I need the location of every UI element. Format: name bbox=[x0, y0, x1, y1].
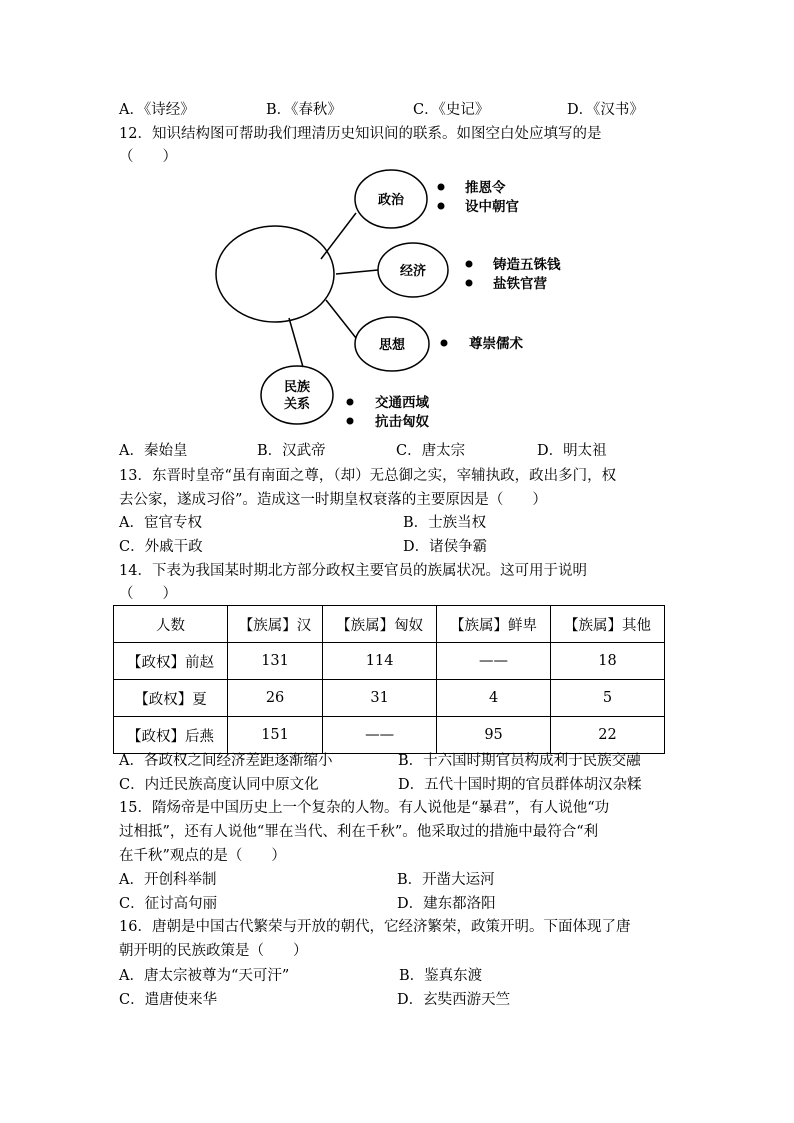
q11-option-b: B．《春秋》 bbox=[266, 102, 342, 118]
q15-option-a: A．开创科举制 bbox=[119, 872, 217, 888]
table-cell: 22 bbox=[551, 717, 665, 754]
politics-item-2: 设中朝官 bbox=[465, 199, 519, 215]
economy-item-2: 盐铁官营 bbox=[493, 276, 547, 292]
ethnic-relations-circle bbox=[261, 366, 333, 424]
bullet-icon bbox=[347, 418, 354, 425]
q16-stem-line1: 16．唐朝是中国古代繁荣与开放的朝代，它经济繁荣，政策开明。下面体现了唐 bbox=[119, 919, 631, 935]
table-header-cell: 【族属】匈奴 bbox=[323, 606, 437, 643]
q16-option-a: A．唐太宗被尊为“天可汗” bbox=[119, 968, 290, 984]
table-header-cell: 【族属】汉 bbox=[227, 606, 322, 643]
connector-line-economy bbox=[336, 270, 378, 274]
q12-option-d: D．明太祖 bbox=[537, 443, 607, 459]
table-cell: 【政权】前赵 bbox=[114, 643, 228, 680]
table-cell: —— bbox=[323, 717, 437, 754]
q13-stem-line2: 去公家，遂成习俗”。造成这一时期皇权衰落的主要原因是（ ） bbox=[119, 492, 547, 508]
q11-option-c: C．《史记》 bbox=[413, 102, 490, 118]
q15-option-d: D．建东都洛阳 bbox=[397, 896, 496, 912]
q14-stem-blank: （ ） bbox=[119, 586, 177, 602]
table-header-cell: 【族属】鲜卑 bbox=[437, 606, 551, 643]
table-cell: 114 bbox=[323, 643, 437, 680]
table-cell: 95 bbox=[437, 717, 551, 754]
table-cell: 26 bbox=[227, 680, 322, 717]
q16-option-d: D．玄奘西游天竺 bbox=[397, 992, 511, 1008]
connector-line-thought bbox=[326, 300, 356, 338]
table-cell: 【政权】夏 bbox=[114, 680, 228, 717]
economy-item-1: 铸造五铢钱 bbox=[493, 257, 561, 273]
ethnic-label-line2: 关系 bbox=[283, 397, 311, 412]
connector-line-politics bbox=[321, 213, 356, 259]
ethnic-item-2: 抗击匈奴 bbox=[375, 414, 429, 430]
bullet-icon bbox=[466, 280, 473, 287]
q16-option-c: C．遣唐使来华 bbox=[119, 992, 218, 1008]
table-row bbox=[114, 643, 665, 680]
q13-option-b: B．士族当权 bbox=[403, 515, 487, 531]
table-cell: 151 bbox=[227, 717, 322, 754]
bullet-icon bbox=[347, 399, 354, 406]
table-cell: 【政权】后燕 bbox=[114, 717, 228, 754]
q15-stem-line2: 过相抵”，还有人说他“罪在当代、利在千秋”。他采取过的措施中最符合“利 bbox=[119, 824, 599, 840]
table-row bbox=[114, 680, 665, 717]
q13-option-d: D．诸侯争霸 bbox=[403, 539, 488, 555]
q12-stem-blank: （ ） bbox=[119, 149, 177, 165]
politics-label: 政治 bbox=[377, 193, 405, 208]
table-header-cell: 人数 bbox=[114, 606, 228, 643]
bullet-icon bbox=[466, 261, 473, 268]
q16-stem-line2: 朝开明的民族政策是（ ） bbox=[119, 943, 308, 959]
q12-option-c: C．唐太宗 bbox=[396, 443, 466, 459]
table-header-cell: 【族属】其他 bbox=[551, 606, 665, 643]
table-cell: 18 bbox=[551, 643, 665, 680]
q15-stem-line3: 在千秋”观点的是（ ） bbox=[119, 848, 286, 864]
table-header-row bbox=[114, 606, 665, 643]
q14-stem: 14．下表为我国某时期北方部分政权主要官员的族属状况。这可用于说明 bbox=[119, 563, 587, 579]
ethnic-label-line1: 民族 bbox=[283, 380, 311, 395]
q16-option-b: B．鉴真东渡 bbox=[399, 968, 483, 984]
politics-item-1: 推恩令 bbox=[465, 180, 506, 196]
q15-option-c: C．征讨高句丽 bbox=[119, 896, 218, 912]
q11-option-d: D．《汉书》 bbox=[567, 102, 644, 118]
q13-option-c: C．外戚干政 bbox=[119, 539, 203, 555]
q14-option-d: D．五代十国时期的官员群体胡汉杂糅 bbox=[398, 777, 642, 793]
thought-item-1: 尊崇儒术 bbox=[469, 336, 523, 352]
q13-stem-line1: 13．东晋时皇帝“虽有南面之尊，（却）无总御之实，宰辅执政，政出多门，权 bbox=[119, 468, 617, 484]
official-ethnicity-table bbox=[113, 605, 665, 754]
q12-option-a: A．秦始皇 bbox=[119, 443, 188, 459]
thought-label: 思想 bbox=[378, 338, 406, 353]
q12-stem: 12．知识结构图可帮助我们理清历史知识间的联系。如图空白处应填写的是 bbox=[119, 126, 602, 142]
q12-option-b: B．汉武帝 bbox=[257, 443, 326, 459]
table-cell: —— bbox=[437, 643, 551, 680]
economy-label: 经济 bbox=[399, 264, 427, 279]
center-blank-circle bbox=[216, 226, 334, 322]
table-cell: 31 bbox=[323, 680, 437, 717]
q14-option-b: B．十六国时期官员构成利于民族交融 bbox=[398, 753, 641, 769]
bullet-icon bbox=[441, 340, 448, 347]
q14-option-c: C．内迁民族高度认同中原文化 bbox=[119, 777, 319, 793]
ethnic-item-1: 交通西域 bbox=[375, 395, 429, 411]
table-cell: 4 bbox=[437, 680, 551, 717]
q15-option-b: B．开凿大运河 bbox=[397, 872, 495, 888]
q15-stem-line1: 15．隋炀帝是中国历史上一个复杂的人物。有人说他是“暴君”，有人说他“功 bbox=[119, 800, 610, 816]
bullet-icon bbox=[438, 203, 445, 210]
table-row bbox=[114, 717, 665, 754]
q13-option-a: A．宦官专权 bbox=[119, 515, 202, 531]
bullet-icon bbox=[438, 184, 445, 191]
table-cell: 5 bbox=[551, 680, 665, 717]
connector-line-ethnic bbox=[289, 318, 303, 367]
table-cell: 131 bbox=[227, 643, 322, 680]
q11-option-a: A．《诗经》 bbox=[119, 102, 195, 118]
q14-option-a: A．各政权之间经济差距逐渐缩小 bbox=[119, 753, 333, 769]
